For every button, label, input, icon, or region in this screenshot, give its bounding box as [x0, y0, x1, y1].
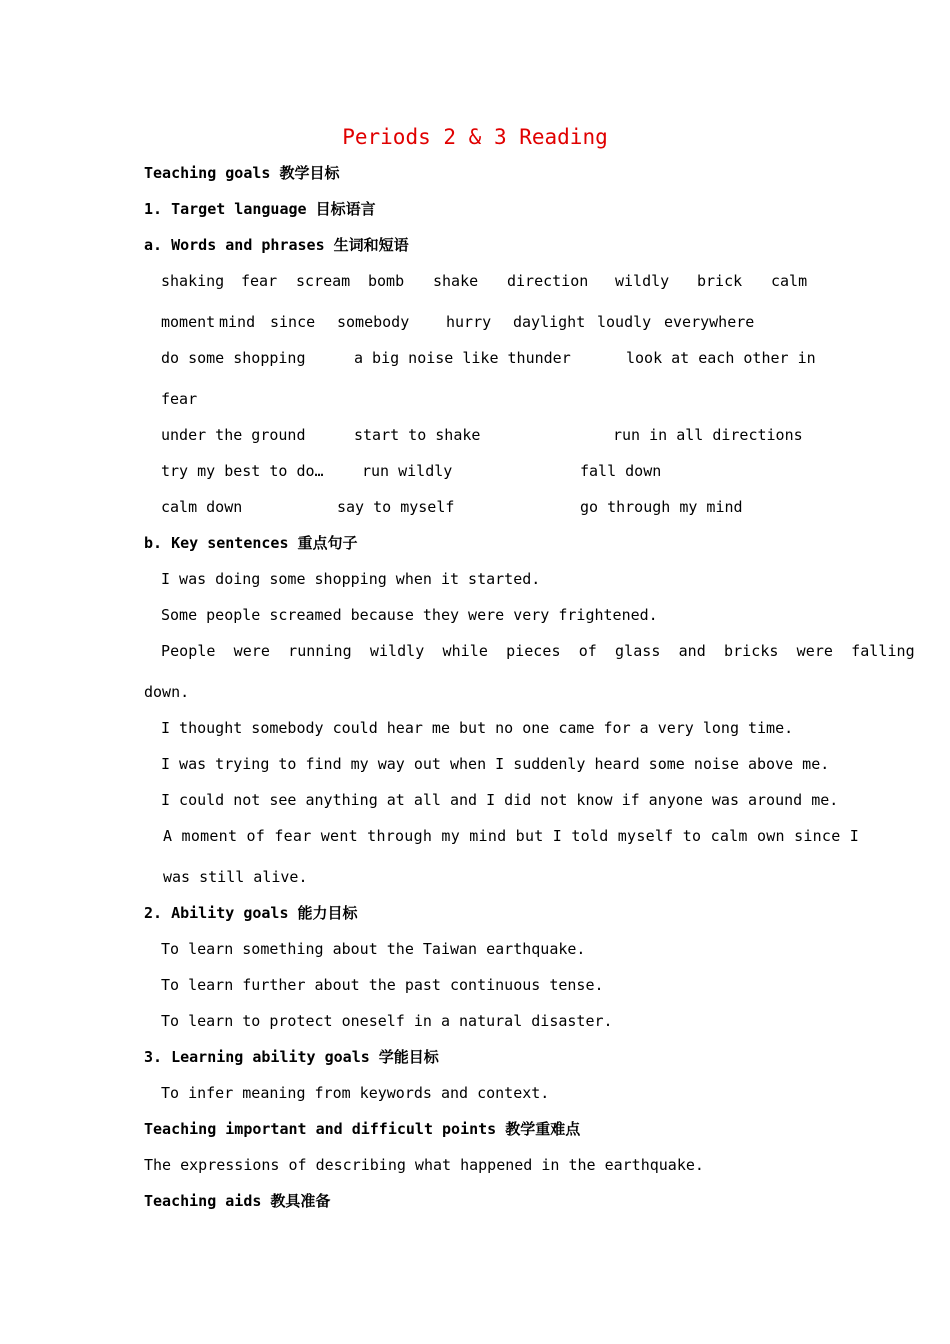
subheading-key-sentences: b. Key sentences 重点句子 — [144, 534, 358, 552]
section-heading-teaching-goals: Teaching goals 教学目标 — [144, 164, 340, 182]
vocab-word: mind — [219, 313, 256, 331]
key-sentence: People were running wildly while pieces of glass and bricks were falling — [161, 642, 915, 660]
vocab-phrase: fall down — [580, 462, 662, 480]
vocab-word: direction — [507, 272, 589, 290]
vocab-word: everywhere — [664, 313, 755, 331]
vocab-word: shaking — [161, 272, 225, 290]
vocab-word: fear — [241, 272, 278, 290]
vocab-phrase: do some shopping — [161, 349, 306, 367]
vocab-phrase: try my best to do… — [161, 462, 324, 480]
key-sentence: Some people screamed because they were very frightened. — [161, 606, 658, 624]
vocab-word: moment — [161, 313, 216, 331]
ability-goal-item: To learn further about the past continuous tense. — [161, 976, 604, 994]
section-heading-target-language: 1. Target language 目标语言 — [144, 200, 376, 218]
key-sentence: A moment of fear went through my mind but I told myself to calm own since I — [163, 827, 860, 845]
vocab-phrase: run wildly — [362, 462, 453, 480]
ability-goal-item: To learn something about the Taiwan earthquake. — [161, 940, 586, 958]
vocab-phrase: say to myself — [337, 498, 455, 516]
page-title: Periods 2 & 3 Reading — [342, 125, 608, 149]
vocab-word: daylight — [513, 313, 586, 331]
ability-goal-item: To learn to protect oneself in a natural disaster. — [161, 1012, 613, 1030]
vocab-phrase: under the ground — [161, 426, 306, 444]
section-heading-ability-goals: 2. Ability goals 能力目标 — [144, 904, 358, 922]
vocab-word: somebody — [337, 313, 410, 331]
key-sentence: I could not see anything at all and I did not know if anyone was around me. — [161, 791, 839, 809]
section-heading-learning-ability-goals: 3. Learning ability goals 学能目标 — [144, 1048, 439, 1066]
key-sentence: I was trying to find my way out when I suddenly heard some noise above me. — [161, 755, 830, 773]
section-heading-important-points: Teaching important and difficult points 教学重难点 — [144, 1120, 581, 1138]
learning-goal-item: To infer meaning from keywords and context. — [161, 1084, 550, 1102]
vocab-word: hurry — [446, 313, 492, 331]
vocab-word: bomb — [368, 272, 405, 290]
important-points-text: The expressions of describing what happened in the earthquake. — [144, 1156, 704, 1174]
key-sentence: I was doing some shopping when it started. — [161, 570, 541, 588]
vocab-phrase: run in all directions — [613, 426, 803, 444]
vocab-word: shake — [433, 272, 479, 290]
vocab-word: loudly — [597, 313, 652, 331]
vocab-phrase: start to shake — [354, 426, 481, 444]
key-sentence-continued: down. — [144, 683, 190, 701]
vocab-phrase: look at each other in — [626, 349, 816, 367]
vocab-word: wildly — [615, 272, 670, 290]
vocab-phrase: go through my mind — [580, 498, 743, 516]
key-sentence: I thought somebody could hear me but no one came for a very long time. — [161, 719, 794, 737]
section-heading-teaching-aids: Teaching aids 教具准备 — [144, 1192, 331, 1210]
vocab-word: scream — [296, 272, 351, 290]
vocab-word: brick — [697, 272, 743, 290]
vocab-phrase: calm down — [161, 498, 243, 516]
vocab-phrase: a big noise like thunder — [354, 349, 571, 367]
vocab-word: since — [270, 313, 316, 331]
vocab-phrase: fear — [161, 390, 198, 408]
subheading-words-phrases: a. Words and phrases 生词和短语 — [144, 236, 409, 254]
vocab-word: calm — [771, 272, 808, 290]
key-sentence-continued: was still alive. — [163, 868, 308, 886]
